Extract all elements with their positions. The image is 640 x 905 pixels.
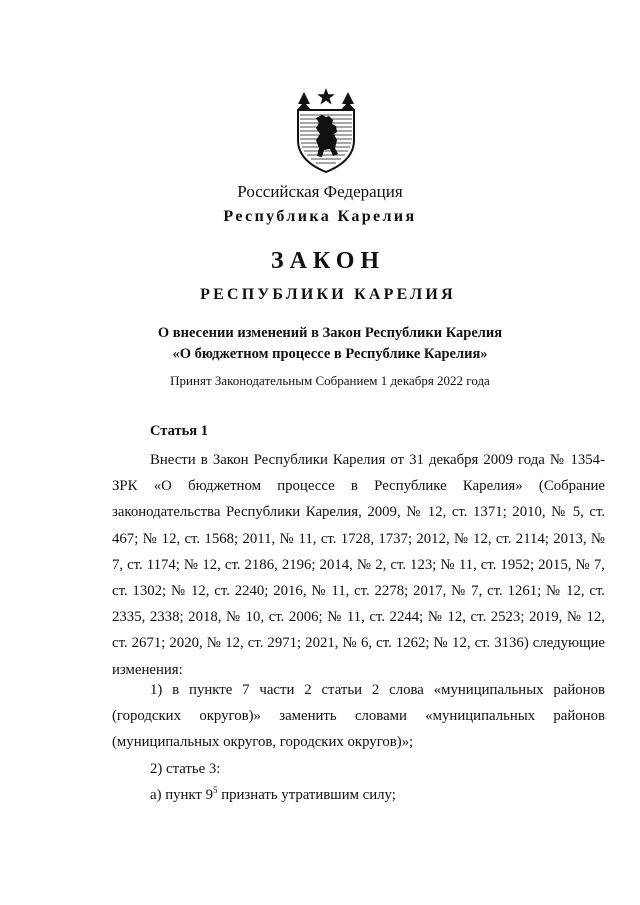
article-title: Статья 1 <box>150 423 208 439</box>
item-2a-text-start: а) пункт 9 <box>150 787 213 803</box>
adoption-note: Принят Законодательным Собранием 1 декабря 2022 года <box>170 373 490 388</box>
subject-line: «О бюджетном процессе в Республике Карелия» <box>172 346 488 362</box>
item-2a-text-end: признать утратившим силу; <box>217 787 396 803</box>
star-icon <box>317 88 335 105</box>
article-item-2a <box>112 782 605 808</box>
document-issuer: РЕСПУБЛИКИ КАРЕЛИЯ <box>200 286 456 303</box>
republic-name: Республика Карелия <box>223 208 417 225</box>
article-item-2: 2) статье 3: <box>150 761 221 777</box>
item-2a-superscript: 5 <box>213 785 218 796</box>
document-subject <box>10 323 640 365</box>
country-name: Российская Федерация <box>237 182 403 201</box>
karelia-coat-of-arms-icon <box>289 88 363 174</box>
document-type: ЗАКОН <box>270 248 386 274</box>
article-item-1: 1) в пункте 7 части 2 статьи 2 слова «муниципальных районов (городских округов)» заменить словами «муниципальных районов (муниципальных округов, городских округов)»; <box>112 682 605 751</box>
article-intro-paragraph: Внести в Закон Республики Карелия от 31 декабря 2009 года № 1354-ЗРК «О бюджетном процессе в Республике Карелия» (Собрание законодательства Республики Карелия, 2009, № 12, ст. 1371; 2010, № 5, ст. 467; № 12, ст. 1568; 2011, № 11, ст. 1728, 1737; 2012, № 12, ст. 2114; 2013, № 7, ст. 1174; № 12, ст. 2186, 2196; 2014, № 2, ст. 123; № 11, ст. 1952; 2015, № 7, ст. 1302; № 12, ст. 2240; 2016, № 11, ст. 2278; 2017, № 7, ст. 1261; № 12, ст. 2335, 2338; 2018, № 10, ст. 2006; № 11, ст. 2244; № 12, ст. 2523; 2019, № 12, ст. 2671; 2020, № 12, ст. 2971; 2021, № 6, ст. 1262; № 12, ст. 3136) следующие изменения: <box>112 452 605 678</box>
subject-line: О внесении изменений в Закон Республики Карелия <box>157 325 503 341</box>
